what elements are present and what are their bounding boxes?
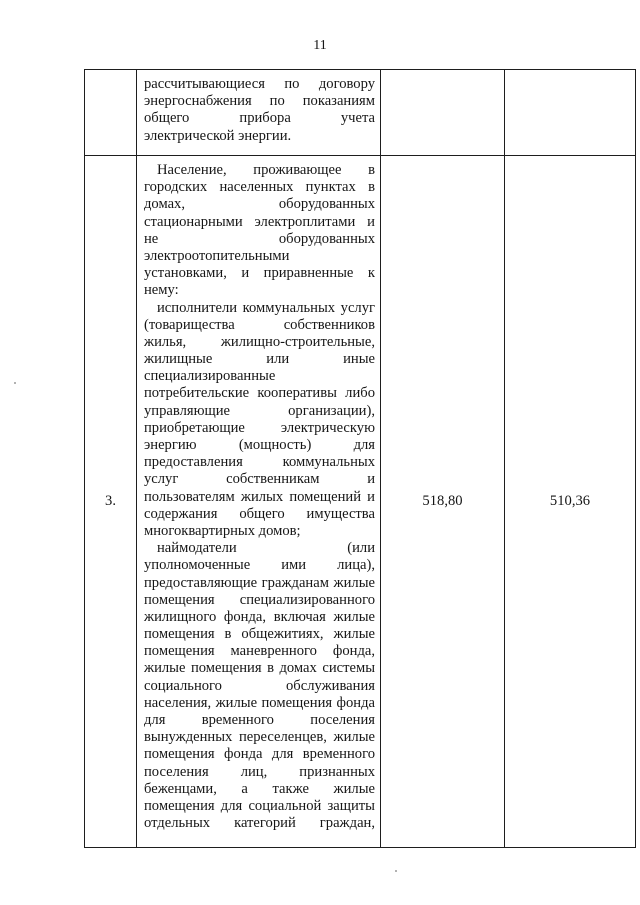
description-line: жилищные или иные [144,351,375,368]
description-line: нему: [144,282,179,299]
description-line: городских населенных пунктах в [144,179,375,196]
description-line: стационарными электроплитами и [144,213,375,230]
scan-speck [395,870,397,872]
row-number-cell-empty [85,70,137,156]
category-description-cell [137,156,381,848]
description-line: специализированные [144,368,276,385]
description-line: отдельных категорий граждан, [144,815,375,832]
description-line: социального обслуживания [144,677,375,694]
description-line: рассчитывающиеся по договору [144,76,375,92]
description-line: предоставляющие гражданам жилые [144,574,375,591]
description-line: жилья, жилищно-строительные, [144,333,375,350]
description-line: потребительские кооперативы либо [144,385,375,402]
description-line: содержания общего имущества [144,505,375,522]
tariff-table [84,69,636,848]
description-line: беженцами, а также жилые [144,780,375,797]
description-line: населения, жилые помещения фонда [144,694,375,711]
description-line: поселения лиц, признанных [144,763,375,780]
value-1-cell [381,156,505,848]
description-line: предоставления коммунальных [144,454,375,471]
description-line: управляющие организации), [144,402,375,419]
description-line: помещения в общежитиях, жилые [144,626,375,643]
value-2: 510,36 [549,493,591,509]
description-line: установками, и приравненные к [144,265,375,282]
description-line: энергию (мощность) для [144,437,375,453]
description-line: приобретающие электрическую [144,419,375,436]
value-2-cell [505,156,636,848]
table-row-continued [85,70,636,156]
description-line: не оборудованных [144,230,375,247]
description-line: помещения фонда для временного [144,746,375,763]
row-number-cell [85,156,137,848]
description-line: электроотопительными [144,247,290,264]
description-line: для временного поселения [144,712,375,728]
value-1-cell-empty [381,70,505,156]
value-1: 518,80 [422,493,463,509]
description-line: помещения для социальной защиты [144,797,375,814]
description-line: жилищного фонда, включая жилые [144,608,375,625]
description-line: пользователям жилых помещений и [144,488,375,505]
description-line: уполномоченные ими лица), [144,557,375,574]
description-line: исполнители коммунальных услуг [157,299,375,316]
description-line: энергоснабжения по показаниям [144,93,375,110]
description-line: жилые помещения в домах системы [144,660,375,677]
category-description-cell [137,70,381,156]
description-line: помещения маневренного фонда, [144,643,375,660]
page-number: 11 [313,38,327,53]
row-number: 3. [105,493,116,509]
scan-speck [14,382,16,384]
description-line: вынужденных переселенцев, жилые [144,729,375,746]
description-line: Население, проживающее в [157,162,375,178]
description-line: помещения специализированного [144,591,375,608]
description-line: многоквартирных домов; [144,522,301,539]
description-line: домах, оборудованных [144,196,375,213]
description-line: общего прибора учета [144,110,375,127]
description-line: услуг собственникам и [144,471,375,488]
description-line: (товарищества собственников [144,316,375,333]
description-line: наймодатели (или [157,540,375,557]
table-row-3 [85,156,636,848]
description-line: электрической энергии. [144,127,292,144]
value-2-cell-empty [505,70,636,156]
